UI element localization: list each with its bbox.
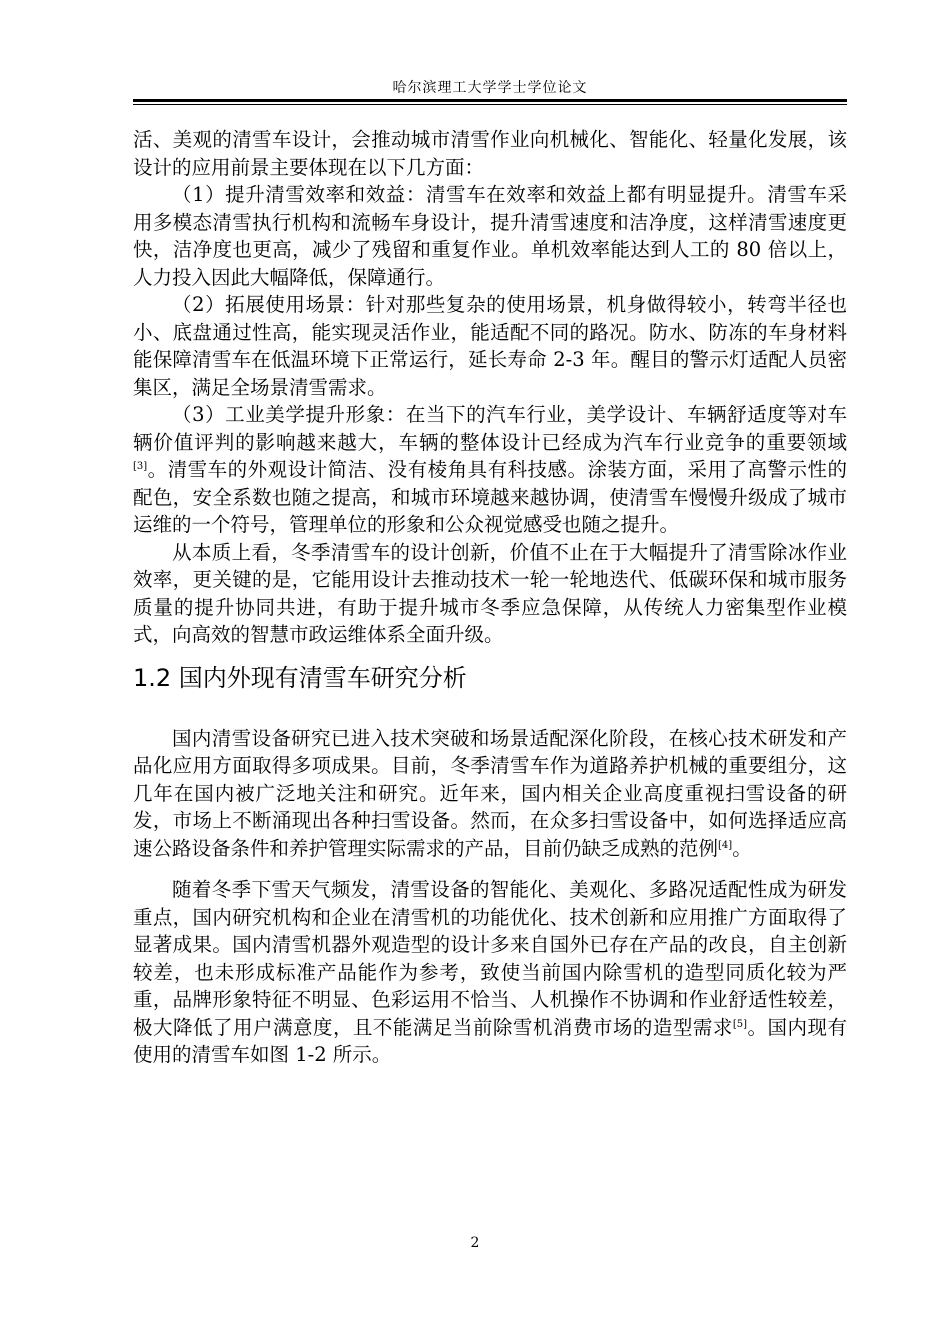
list-item-scenarios: （2）拓展使用场景：针对那些复杂的使用场景，机身做得较小，转弯半径也小、底盘通过性高，能实现灵活作业，能适配不同的路况。防水、防冻的车身材料能保障清雪车在低温环境下正常运行，延长寿命 2-3 年。醒目的警示灯适配人员密集区，满足全场景清雪需求。 (133, 293, 847, 399)
domestic-research-text: 国内清雪设备研究已进入技术突破和场景适配深化阶段，在核心技术研发和产品化应用方面取得多项成果。目前，冬季清雪车作为道路养护机械的重要组分，这几年在国内被广泛地关注和研究。近年来，国内相关企业高度重视扫雪设备的研发，市场上不断涌现出各种扫雪设备。然而，在众多扫雪设备中，如何选择适应高速公路设备条件和养护管理实际需求的产品，目前仍缺乏成熟的范例 (133, 726, 847, 860)
design-status-text: 随着冬季下雪天气频发，清雪设备的智能化、美观化、多路况适配性成为研发重点，国内研究机构和企业在清雪机的功能优化、技术创新和应用推广方面取得了显著成果。国内清雪机器外观造型的设计多来自国外已存在产品的改良，自主创新较差，也未形成标准产品能作为参考，致使当前国内除雪机的造型同质化较为严重，品牌形象特征不明显、色彩运用不恰当、人机操作不协调和作业舒适性较差，极大降低了用户满意度，且不能满足当前除雪机消费市场的造型需求 (133, 878, 847, 1039)
domestic-research-tail: 。 (732, 836, 752, 860)
document-body (133, 126, 847, 1069)
page-number: 2 (470, 1235, 480, 1251)
list-item-aesthetics (133, 401, 847, 539)
aesthetics-text-b: 。清雪车的外观设计简洁、没有棱角具有科技感。涂装方面，采用了高警示性的配色，安全系数也随之提高，和城市环境越来越协调，使清雪车慢慢升级成了城市运维的一个符号，管理单位的形象和公众视觉感受也随之提升。 (133, 458, 847, 536)
header-rule-thin (133, 104, 847, 105)
paragraph-design-status (133, 876, 847, 1069)
paragraph-continuation: 活、美观的清雪车设计，会推动城市清雪作业向机械化、智能化、轻量化发展，该设计的应用前景主要体现在以下几方面： (133, 128, 847, 179)
citation-3: [3] (133, 461, 148, 472)
paragraph-domestic-research (133, 725, 847, 863)
section-heading: 1.2 国内外现有清雪车研究分析 (133, 663, 467, 692)
header-rule-thick (133, 99, 847, 102)
list-item-efficiency: （1）提升清雪效率和效益：清雪车在效率和效益上都有明显提升。清雪车采用多模态清雪执行机构和流畅车身设计，提升清雪速度和洁净度，这样清雪速度更快，洁净度也更高，减少了残留和重复作业。单机效率能达到人工的 80 倍以上，人力投入因此大幅降低，保障通行。 (133, 183, 847, 289)
design-status-tail: 。国内现有使用的清雪车如图 1-2 所示。 (133, 1015, 847, 1066)
aesthetics-text-a: （3）工业美学提升形象：在当下的汽车行业，美学设计、车辆舒适度等对车辆价值评判的影响越来越大，车辆的整体设计已经成为汽车行业竞争的重要领域 (133, 403, 847, 454)
citation-5: [5] (732, 1018, 747, 1030)
citation-4: [4] (718, 839, 733, 851)
page-header-title: 哈尔滨理工大学学士学位论文 (392, 80, 588, 96)
paragraph-summary: 从本质上看，冬季清雪车的设计创新，价值不止在于大幅提升了清雪除冰作业效率，更关键的是，它能用设计去推动技术一轮一轮地迭代、低碳环保和城市服务质量的提升协同共进，有助于提升城市冬季应急保障，从传统人力密集型作业模式，向高效的智慧市政运维体系全面升级。 (133, 540, 847, 646)
